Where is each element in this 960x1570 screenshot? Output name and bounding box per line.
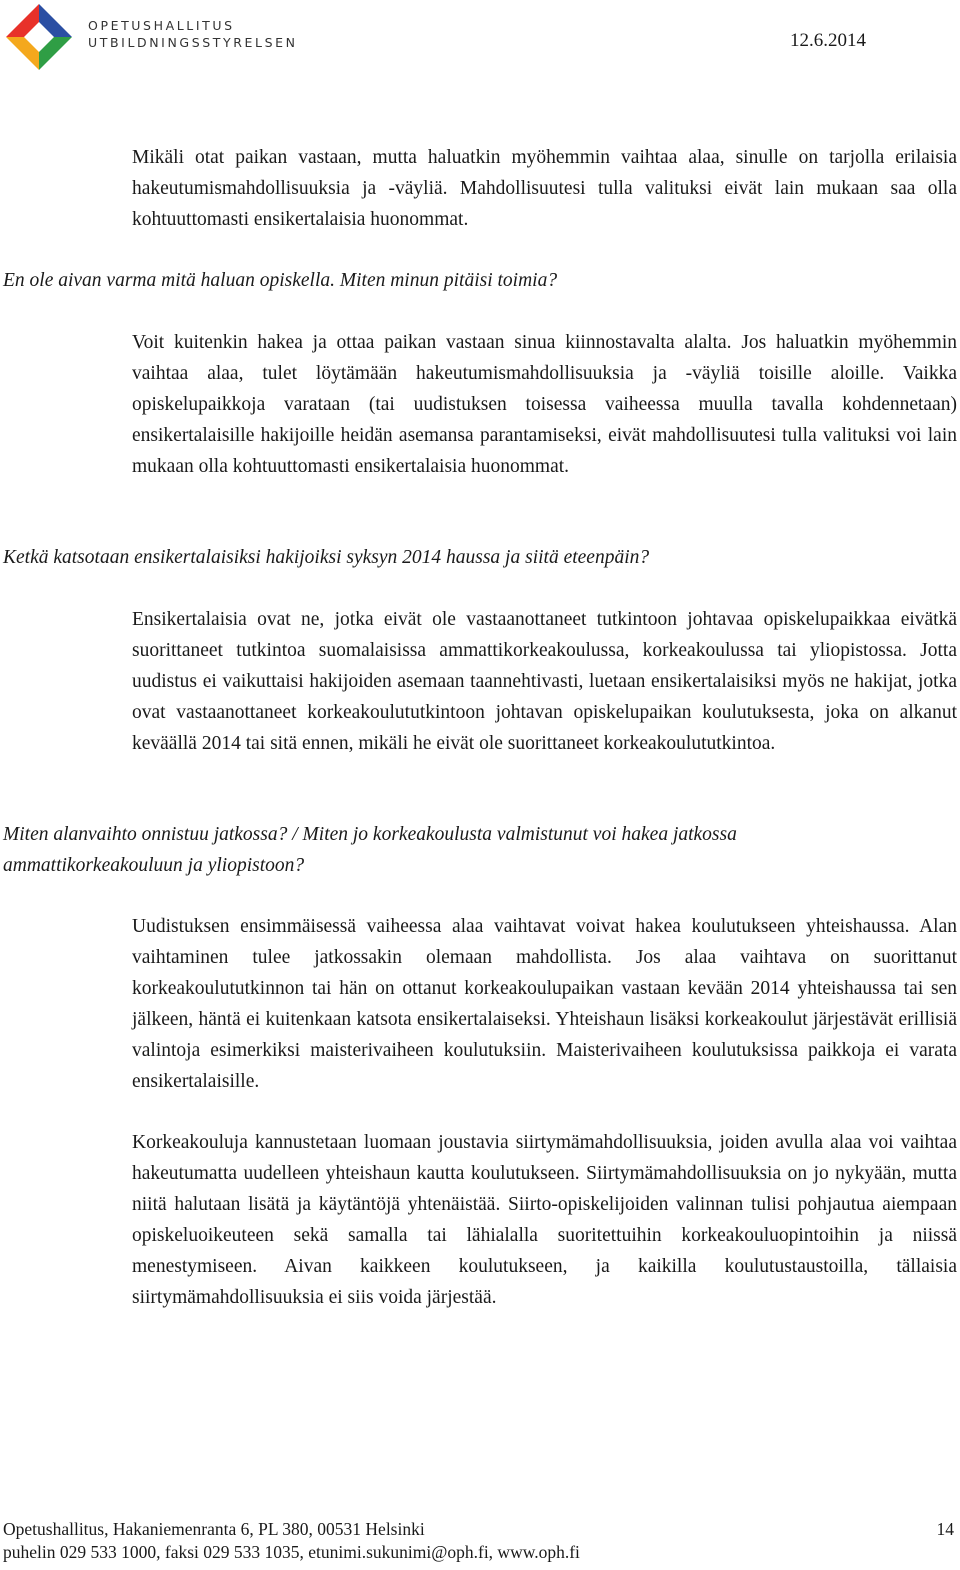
paragraph-2: Voit kuitenkin hakea ja ottaa paikan vastaan sinua kiinnostavalta alalta. Jos haluatkin myöhemmin vaihtaa alaa, tulet löytämään hakeutumismahdollisuuksia ja -väyliä toisille aloille. Vaikka opiskelupaikkoja varataan (tai uudistuksen toisessa vaiheessa muulla tavalla kohdennetaan) ensikertalaisille hakijoille heidän asemansa parantamiseksi, eivät mahdollisuutesi tulla valituksi voi lain mukaan olla kohtuuttomasti ensikertalaisia huonommat. [132, 332, 957, 477]
document-date: 12.6.2014 [790, 30, 866, 51]
page-header [0, 0, 960, 80]
footer-address: Opetushallitus, Hakaniemenranta 6, PL 380, 00531 Helsinki [3, 1519, 425, 1539]
organization-name [88, 17, 298, 51]
footer-contact: puhelin 029 533 1000, faksi 029 533 1035, etunimi.sukunimi@oph.fi, www.oph.fi [3, 1542, 580, 1562]
question-heading-3-line-2: ammattikorkeakouluun ja yliopistoon? [3, 855, 305, 876]
organization-name-fi: OPETUSHALLITUS [88, 18, 235, 33]
question-heading-3-line-1: Miten alanvaihto onnistuu jatkossa? / Miten jo korkeakoulusta valmistunut voi hakea jatkossa [3, 824, 737, 845]
page-number: 14 [936, 1519, 954, 1539]
paragraph-3: Ensikertalaisia ovat ne, jotka eivät ole vastaanottaneet tutkintoon johtavaa opiskelupaikkaa eivätkä suorittaneet tutkintoa suomalaisissa ammattikorkeakoulussa, korkeakoulussa tai yliopistossa. Jotta uudistus ei vaikuttaisi hakijoiden asemaan taannehtivasti, luetaan ensikertalaisiksi myös ne hakijat, jotka ovat vastaanottaneet korkeakoulututkintoon johtavan opiskelupaikan koulutuksesta, joka on alkanut keväällä 2014 tai sitä ennen, mikäli he eivät ole suorittaneet korkeakoulututkintoa. [132, 609, 957, 754]
organization-name-sv: UTBILDNINGSSTYRELSEN [88, 35, 298, 50]
paragraph-5: Korkeakouluja kannustetaan luomaan joustavia siirtymämahdollisuuksia, joiden avulla alaa voi vaihtaa hakeutumatta uudelleen yhteishaun kautta koulutukseen. Siirtymämahdollisuuksia on jo nykyään, mutta niitä halutaan lisätä ja käytäntöjä yhtenäistää. Siirto-opiskelijoiden valinnan tulisi pohjautua aiempaan opiskeluoikeuteen sekä samalla tai lähialalla suoritettuihin korkeakouluopintoihin ja niissä menestymiseen. Aivan kaikkeen koulutukseen, ja kaikilla koulutustaustoilla, tällaisia siirtymämahdollisuuksia ei siis voida järjestää. [132, 1132, 957, 1308]
question-heading-1: En ole aivan varma mitä haluan opiskella. Miten minun pitäisi toimia? [3, 270, 558, 291]
question-heading-3 [3, 819, 923, 881]
paragraph-4: Uudistuksen ensimmäisessä vaiheessa alaa vaihtavat voivat hakea koulutukseen yhteishaussa. Alan vaihtaminen tulee jatkossakin olemaan mahdollista. Jos alaa vaihtava on suorittanut korkeakoulututkinnon tai hän on ottanut korkeakoulupaikan vastaan kevään 2014 yhteishaussa tai sen jälkeen, häntä ei kuitenkaan katsota ensikertalaiseksi. Yhteishaun lisäksi korkeakoulut järjestävät erillisiä valintoja esimerkiksi maisterivaiheen koulutuksiin. Maisterivaiheen koulutuksissa paikkoja ei varata ensikertalaisille. [132, 916, 957, 1092]
opetushallitus-logo-icon [4, 2, 74, 72]
paragraph-1: Mikäli otat paikan vastaan, mutta haluatkin myöhemmin vaihtaa alaa, sinulle on tarjolla erilaisia hakeutumismahdollisuuksia ja -väyliä. Mahdollisuutesi tulla valituksi eivät lain mukaan saa olla kohtuuttomasti ensikertalaisia huonommat. [132, 147, 957, 230]
page-footer [3, 1518, 958, 1564]
question-heading-2: Ketkä katsotaan ensikertalaisiksi hakijoiksi syksyn 2014 haussa ja siitä eteenpäin? [3, 547, 650, 568]
